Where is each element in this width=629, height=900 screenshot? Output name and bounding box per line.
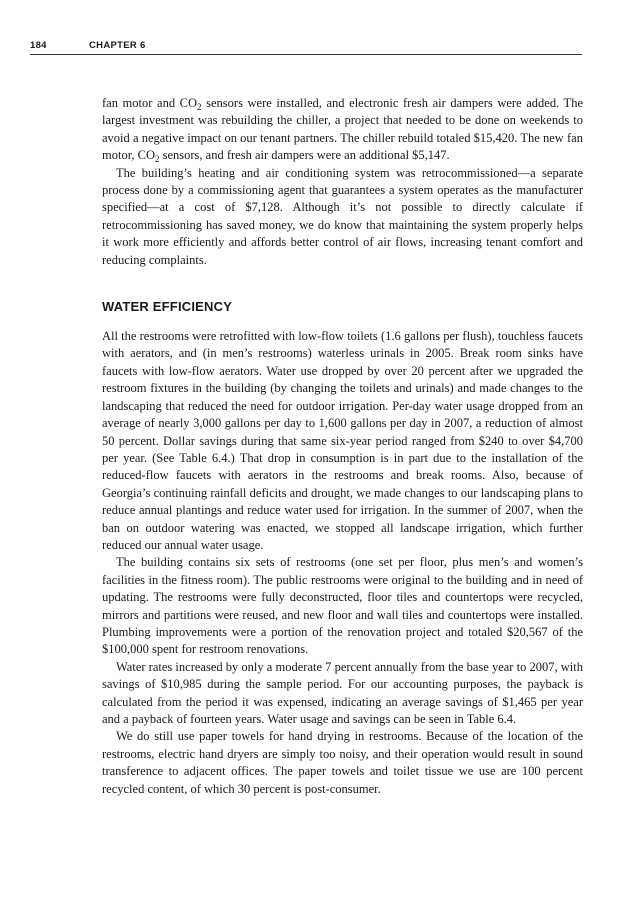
subscript-2: 2 (197, 102, 202, 113)
paragraph-restroom-retrofit: All the restrooms were retrofitted with low-flow toilets (1.6 gallons per flush), touchless faucets with aerators, and (in men’s restrooms) waterless urinals in 2005. Break room sinks have faucets with low-flow aerators. Water use dropped by over 20 percent after we upgraded the restroom fixtures in the building (by changing the toilets and urinals) and made changes to the landscaping that reduced the need for outdoor irrigation. Per-day water usage dropped from an average of nearly 3,000 gallons per day to 1,600 gallons per day in 2007, a reduction of almost 50 percent. Dollar savings during that same six-year period ranged from $240 to over $4,700 per year. (See Table 6.4.) That drop in consumption is in part due to the installation of the reduced-flow faucets with aerators in the restrooms and break rooms. Also, because of Georgia’s continuing rainfall deficits and drought, we made changes to our landscaping plans to reduce annual plantings and reduce water used for irrigation. In the summer of 2007, when the ban on outdoor watering was enacted, we stopped all landscape irrigation, which further reduced our annual water usage. (102, 329, 583, 552)
paragraph-water-rates: Water rates increased by only a moderate 7 percent annually from the base year to 2007, with savings of $10,985 during the sample period. For our accounting purposes, the payback is calculated from the period it was expensed, indicating an average savings of $1,465 per year and a payback of fourteen years. Water usage and savings can be seen in Table 6.4. (102, 659, 583, 726)
text-run: sensors were installed, and electronic fresh air dampers were added. The largest investment was rebuilding the chiller, a project that needed to be done on weekends to avoid a negative impact on our tenant partners. The chiller rebuild totaled $15,420. The new fan motor, CO (102, 96, 583, 163)
section-heading: WATER EFFICIENCY (102, 299, 233, 315)
paragraph-continued (102, 95, 583, 165)
running-head (30, 40, 582, 56)
text-run: fan motor and CO (102, 96, 198, 110)
text-run: sensors, and fresh air dampers were an additional $5,147. (159, 148, 450, 163)
chapter-label: CHAPTER 6 (89, 40, 146, 51)
paragraph-restroom-renovation: The building contains six sets of restrooms (one set per floor, plus men’s and women’s facilities in the fitness room). The public restrooms were original to the building and in need of updating. The restrooms were fully deconstructed, floor tiles and countertops were recycled, mirrors and partitions were reused, and new floor and wall tiles and countertops were installed. Plumbing improvements were a portion of the renovation project and totaled $20,567 of the $100,000 spent for restroom renovations. (102, 555, 583, 657)
subscript-2: 2 (154, 154, 160, 165)
paragraph-paper-towels: We do still use paper towels for hand drying in restrooms. Because of the location of the restrooms, electric hand dryers are simply too noisy, and their operation would result in sound transference to adjacent offices. The paper towels and toilet tissue we use are 100 percent recycled content, of which 30 percent is post-consumer. (102, 729, 583, 796)
header-rule (30, 54, 582, 55)
body-text (102, 95, 583, 798)
paragraph-retrocommissioning: The building’s heating and air conditioning system was retrocommissioned—a separate process done by a commissioning agent that guarantees a system operates as the manufacturer specified—at a cost of $7,128. Although it’s not possible to directly calculate if retrocommissioning has saved money, we do know that maintaining the system properly helps it work more efficiently and affords better control of air flows, increasing tenant comfort and reducing complaints. (102, 165, 583, 267)
page-number: 184 (30, 40, 47, 51)
